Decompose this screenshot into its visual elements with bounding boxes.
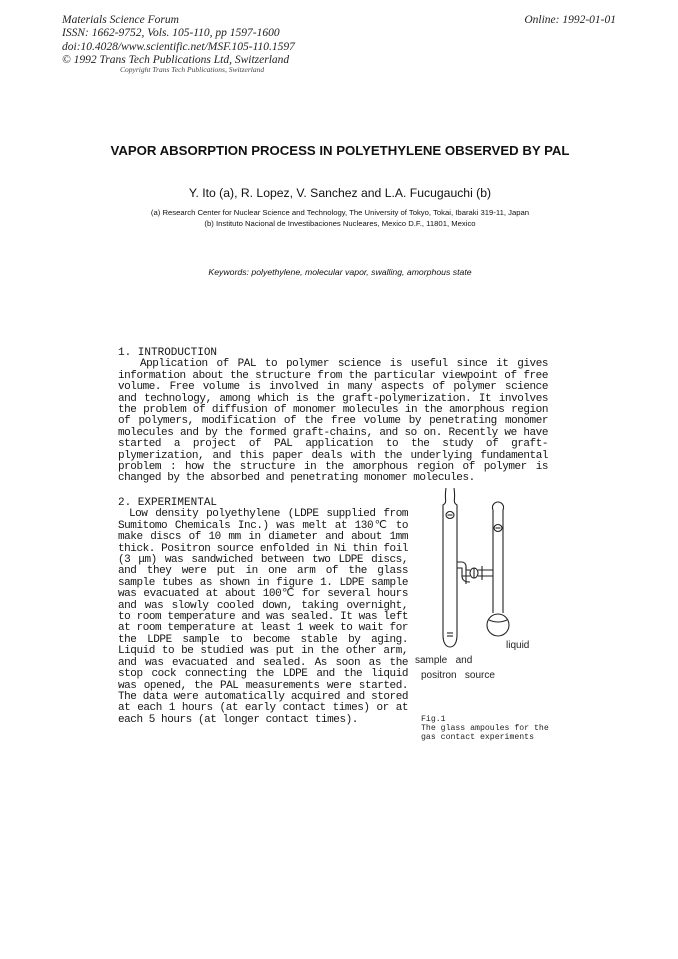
doi-line: doi:10.4028/www.scientific.net/MSF.105-110.1597: [62, 40, 295, 53]
figure-number: Fig.1: [421, 715, 446, 724]
section-experimental: [118, 498, 408, 726]
copyright-line: © 1992 Trans Tech Publications Ltd, Switzerland: [62, 53, 290, 66]
figure-caption: [421, 715, 551, 742]
journal-header: [62, 14, 295, 67]
glass-ampoule-figure: [410, 480, 560, 730]
affiliation-a: (a) Research Center for Nuclear Science and Technology, The University of Tokyo, Tokai, Ibaraki 319-11, Japan: [150, 208, 530, 217]
journal-name: Materials Science Forum: [62, 14, 179, 26]
figure-label-positron: positron source: [421, 670, 495, 681]
online-date: Online: 1992-01-01: [524, 14, 616, 26]
paragraph: Application of PAL to polymer science is useful since it gives information about the structure from the particular viewpoint of free volume. Free volume is involved in many aspects of polymer science and technology, among which is the graft-polymerization. It involves the problem of diffusion of monomer molecules in the amorphous region of polymers, modification of the free volume by penetrating monomer molecules and by the formed graft-chains, and so on. Recently we have started a project of PAL application to the study of graft-plymerization, and this paper deals with the underlying fundamental problem : how the structure in the amorphous region of polymer is changed by the absorbed and penetrating monomer molecules.: [118, 358, 548, 485]
keywords: Keywords: polyethylene, molecular vapor, swalling, amorphous state: [208, 267, 472, 277]
figure-caption-text: The glass ampoules for the gas contact experiments: [421, 724, 549, 742]
paragraph: Low density polyethylene (LDPE supplied from Sumitomo Chemicals Inc.) was melt at 130℃ to make discs of 10 mm in diameter and about 1mm thick. Positron source enfolded in Ni thin foil (3 μm) was sandwiched between two LDPE discs, and they were put in one arm of the glass sample tubes as shown in figure 1. LDPE sample was evacuated at about 100℃ for several hours and was slowly cooled down, taking overnight, to room temperature and was sealed. It was left at room temperature at least 1 week to wait for the LDPE sample to become stable by aging. Liquid to be studied was put in the other arm, and was evacuated and sealed. As soon as the stop cock connecting the LDPE and the liquid was opened, the PAL measurements were started. The data were automatically acquired and stored at each 1 hours (at early contact times) or at each 5 hours (at longer contact times).: [118, 508, 408, 726]
copyright-small: Copyright Trans Tech Publications, Switzerland: [120, 65, 265, 74]
affiliations: [110, 208, 570, 229]
section-heading: 1. INTRODUCTION: [118, 347, 218, 359]
paper-title: VAPOR ABSORPTION PROCESS IN POLYETHYLENE OBSERVED BY PAL: [110, 143, 570, 158]
section-introduction: [118, 348, 548, 485]
paper-authors: Y. Ito (a), R. Lopez, V. Sanchez and L.A. Fucugauchi (b): [188, 186, 492, 200]
figure-label-sample: sample and: [415, 655, 473, 666]
section-heading: 2. EXPERIMENTAL: [118, 497, 218, 509]
figure-label-liquid: liquid: [506, 640, 530, 651]
issn-line: ISSN: 1662-9752, Vols. 105-110, pp 1597-1600: [62, 27, 280, 40]
affiliation-b: (b) Instituto Nacional de Investibaciones Nucleares, Mexico D.F., 11801, Mexico: [204, 218, 476, 228]
